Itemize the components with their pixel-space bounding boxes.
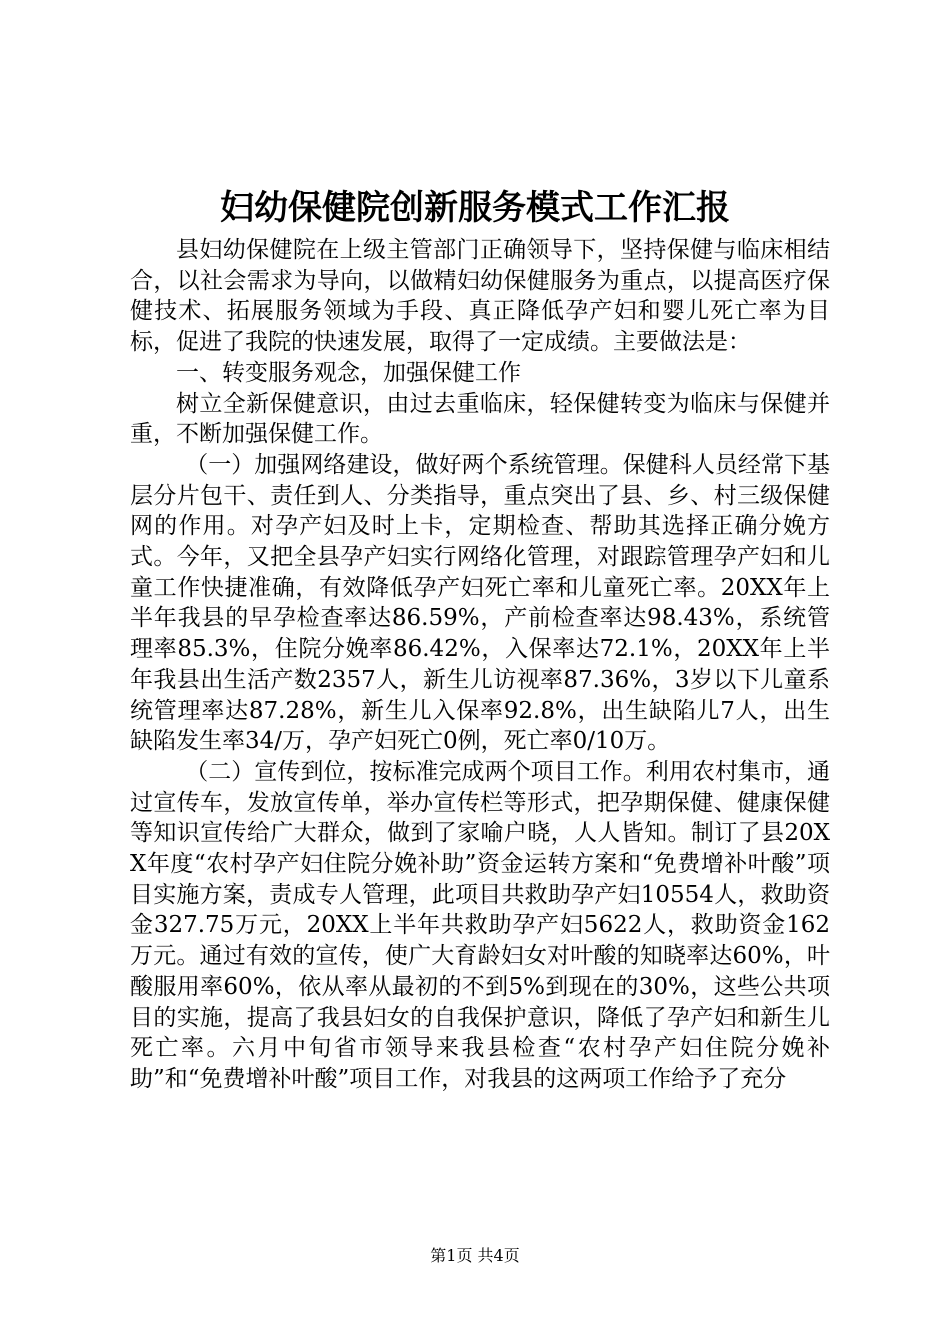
section-heading-1: 一、转变服务观念，加强保健工作 xyxy=(176,359,521,386)
subsection-2-paragraph: （二）宣传到位，按标准完成两个项目工作。利用农村集市，通过宣传车，发放宣传单，举办宣传栏等形式，把孕期保健、健康保健等知识宣传给广大群众，做到了家喻户晓，人人皆知。制订了县20XX年度“农村孕产妇住院分娩补助”资金运转方案和“免费增补叶酸”项目实施方案，责成专人管理，此项目共救助孕产妇10554人，救助资金327.75万元，20XX上半年共救助孕产妇5622人，救助资金162万元。通过有效的宣传，使广大育龄妇女对叶酸的知晓率达60%，叶酸服用率60%，依从率从最初的不到5%到现在的30%，这些公共项目的实施，提高了我县妇女的自我保护意识，降低了孕产妇和新生儿死亡率。六月中旬省市领导来我县检查“农村孕产妇住院分娩补助”和“免费增补叶酸”项目工作，对我县的这两项工作给予了充分 xyxy=(130,758,830,1092)
subsection-1-paragraph: （一）加强网络建设，做好两个系统管理。保健科人员经常下基层分片包干、责任到人、分类指导，重点突出了县、乡、村三级保健网的作用。对孕产妇及时上卡，定期检查、帮助其选择正确分娩方式。今年，又把全县孕产妇实行网络化管理，对跟踪管理孕产妇和儿童工作快捷准确，有效降低孕产妇死亡率和儿童死亡率。20XX年上半年我县的早孕检查率达86.59%，产前检查率达98.43%，系统管理率85.3%，住院分娩率86.42%，入保率达72.1%，20XX年上半年我县出生活产数2357人，新生儿访视率87.36%，3岁以下儿童系统管理率达87.28%，新生儿入保率92.8%，出生缺陷儿7人，出生缺陷发生率34/万，孕产妇死亡0例，死亡率0/10万。 xyxy=(130,451,830,755)
document-body xyxy=(130,235,830,1095)
intro-paragraph: 县妇幼保健院在上级主管部门正确领导下，坚持保健与临床相结合，以社会需求为导向，以做精妇幼保健服务为重点，以提高医疗保健技术、拓展服务领域为手段、真正降低孕产妇和婴儿死亡率为目标，促进了我院的快速发展，取得了一定成绩。主要做法是： xyxy=(130,237,830,356)
page-number-footer: 第1页 共4页 xyxy=(430,1246,520,1265)
section-1-paragraph: 树立全新保健意识，由过去重临床，轻保健转变为临床与保健并重，不断加强保健工作。 xyxy=(130,390,830,448)
document-title: 妇幼保健院创新服务模式工作汇报 xyxy=(220,188,730,228)
